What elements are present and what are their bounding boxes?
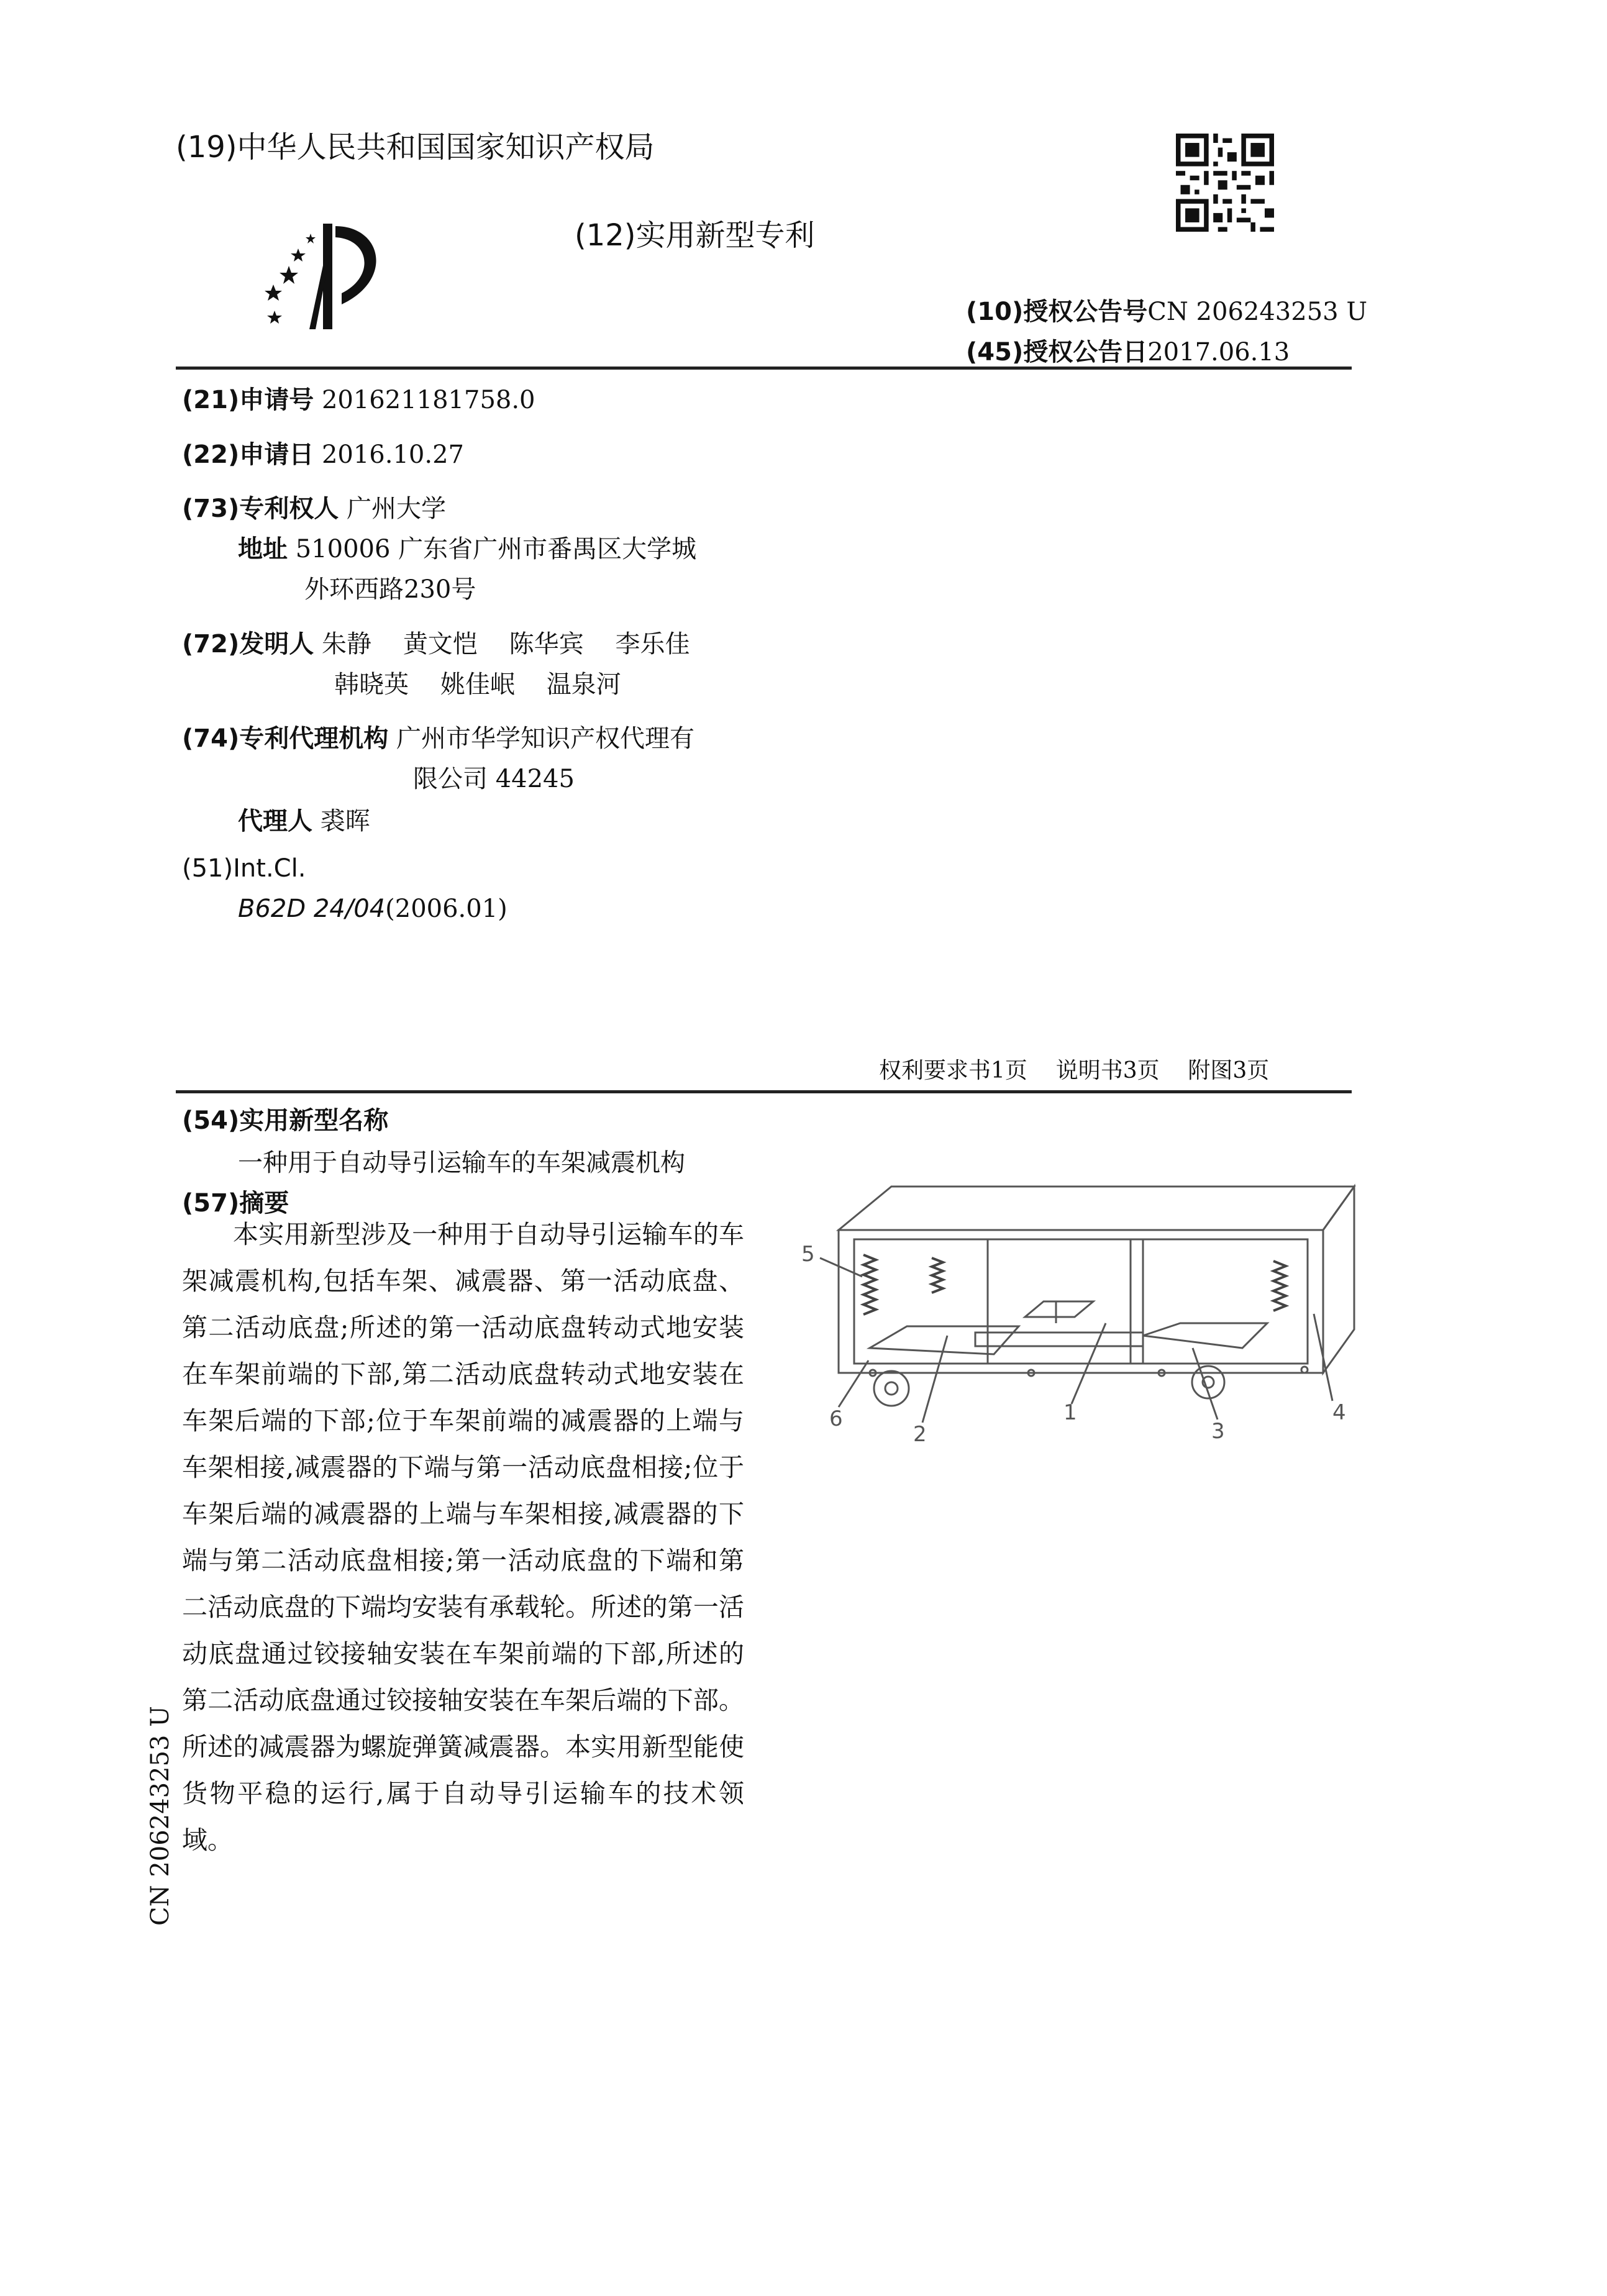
patentee-line bbox=[182, 489, 446, 524]
address-line2: 外环西路230号 bbox=[304, 575, 476, 604]
abstract-text: 本实用新型涉及一种用于自动导引运输车的车架减震机构,包括车架、减震器、第一活动底盘、第二活动底盘;所述的第一活动底盘转动式地安装在车架前端的下部,第二活动底盘转动式地安装在车架后端的下部;位于车架前端的减震器的上端与车架相接,减震器的下端与第一活动底盘相接;位于车架后端的减震器的上端与车架相接,减震器的下端与第二活动底盘相接;第一活动底盘的下端和第二活动底盘的下端均安装有承载轮。所述的第一活动底盘通过铰接轴安装在车架前端的下部,所述的第二活动底盘通过铰接轴安装在车架后端的下部。所述的减震器为螺旋弹簧减震器。本实用新型能使货物平稳的运行,属于自动导引运输车的技术领域。 bbox=[182, 1219, 744, 1855]
claims-pages: 权利要求书1页 bbox=[879, 1058, 1027, 1083]
inventors-line2 bbox=[334, 665, 621, 700]
inventor: 韩晓英 bbox=[334, 670, 409, 699]
filing-date: 2016.10.27 bbox=[321, 440, 464, 469]
inventor: 温泉河 bbox=[546, 670, 621, 699]
filing-date-label: (22)申请日 bbox=[182, 440, 314, 469]
office-name: (19)中华人民共和国国家知识产权局 bbox=[176, 130, 655, 165]
address-label: 地址 bbox=[238, 535, 288, 563]
inventor: 黄文恺 bbox=[403, 630, 478, 658]
abstract-label: (57)摘要 bbox=[182, 1189, 289, 1218]
title-label: (54)实用新型名称 bbox=[182, 1106, 389, 1135]
application-number-line bbox=[182, 380, 535, 416]
description-pages: 说明书3页 bbox=[1055, 1058, 1160, 1083]
utility-model-title: 一种用于自动导引运输车的车架减震机构 bbox=[238, 1149, 685, 1177]
publication-date-line bbox=[966, 332, 1290, 368]
inventor: 李乐佳 bbox=[615, 630, 690, 658]
intcl-line bbox=[238, 895, 508, 923]
address-line bbox=[238, 529, 696, 565]
header-divider bbox=[176, 367, 1352, 370]
inventors-line bbox=[182, 624, 690, 660]
intcl-year: (2006.01) bbox=[385, 895, 508, 923]
patent-figure-drawing bbox=[795, 1168, 1379, 1491]
page-counts bbox=[879, 1053, 1269, 1085]
agency-label: (74)专利代理机构 bbox=[182, 724, 389, 753]
inventor: 陈华宾 bbox=[509, 630, 584, 658]
application-number: 201621181758.0 bbox=[321, 386, 535, 414]
agency-line2: 限公司 44245 bbox=[413, 765, 575, 793]
figure-label: 4 bbox=[1332, 1400, 1346, 1425]
side-publication-number: CN 206243253 U bbox=[146, 1706, 175, 1926]
address-line1: 510006 广东省广州市番禺区大学城 bbox=[295, 535, 697, 563]
agency-line bbox=[182, 719, 694, 754]
document-type: (12)实用新型专利 bbox=[575, 218, 815, 253]
patentee-label: (73)专利权人 bbox=[182, 494, 339, 523]
intcl-code: B62D 24/04 bbox=[238, 895, 386, 923]
section-divider bbox=[176, 1090, 1352, 1093]
application-number-label: (21)申请号 bbox=[182, 386, 314, 414]
agent-label: 代理人 bbox=[238, 807, 312, 836]
filing-date-line bbox=[182, 435, 464, 470]
office-emblem-logo bbox=[248, 211, 404, 329]
figure-label: 2 bbox=[913, 1422, 927, 1447]
patentee: 广州大学 bbox=[346, 494, 446, 523]
figure-label: 1 bbox=[1063, 1400, 1077, 1425]
inventor: 朱静 bbox=[321, 630, 371, 658]
qr-code bbox=[1176, 134, 1274, 232]
intcl-label: (51)Int.Cl. bbox=[182, 854, 306, 883]
publication-date-label: (45)授权公告日 bbox=[966, 338, 1148, 367]
figure-label: 3 bbox=[1211, 1419, 1225, 1444]
agent-line bbox=[238, 801, 370, 837]
drawing-pages: 附图3页 bbox=[1188, 1058, 1270, 1083]
agency-line1: 广州市华学知识产权代理有 bbox=[396, 724, 694, 753]
publication-number: CN 206243253 U bbox=[1147, 298, 1368, 326]
publication-number-line bbox=[966, 292, 1367, 327]
publication-number-label: (10)授权公告号 bbox=[966, 298, 1148, 326]
inventors-label: (72)发明人 bbox=[182, 630, 314, 658]
inventor: 姚佳岷 bbox=[440, 670, 515, 699]
agent: 裘晖 bbox=[320, 807, 370, 836]
figure-label: 5 bbox=[801, 1242, 815, 1267]
publication-date: 2017.06.13 bbox=[1147, 338, 1290, 367]
figure-label: 6 bbox=[829, 1406, 843, 1431]
